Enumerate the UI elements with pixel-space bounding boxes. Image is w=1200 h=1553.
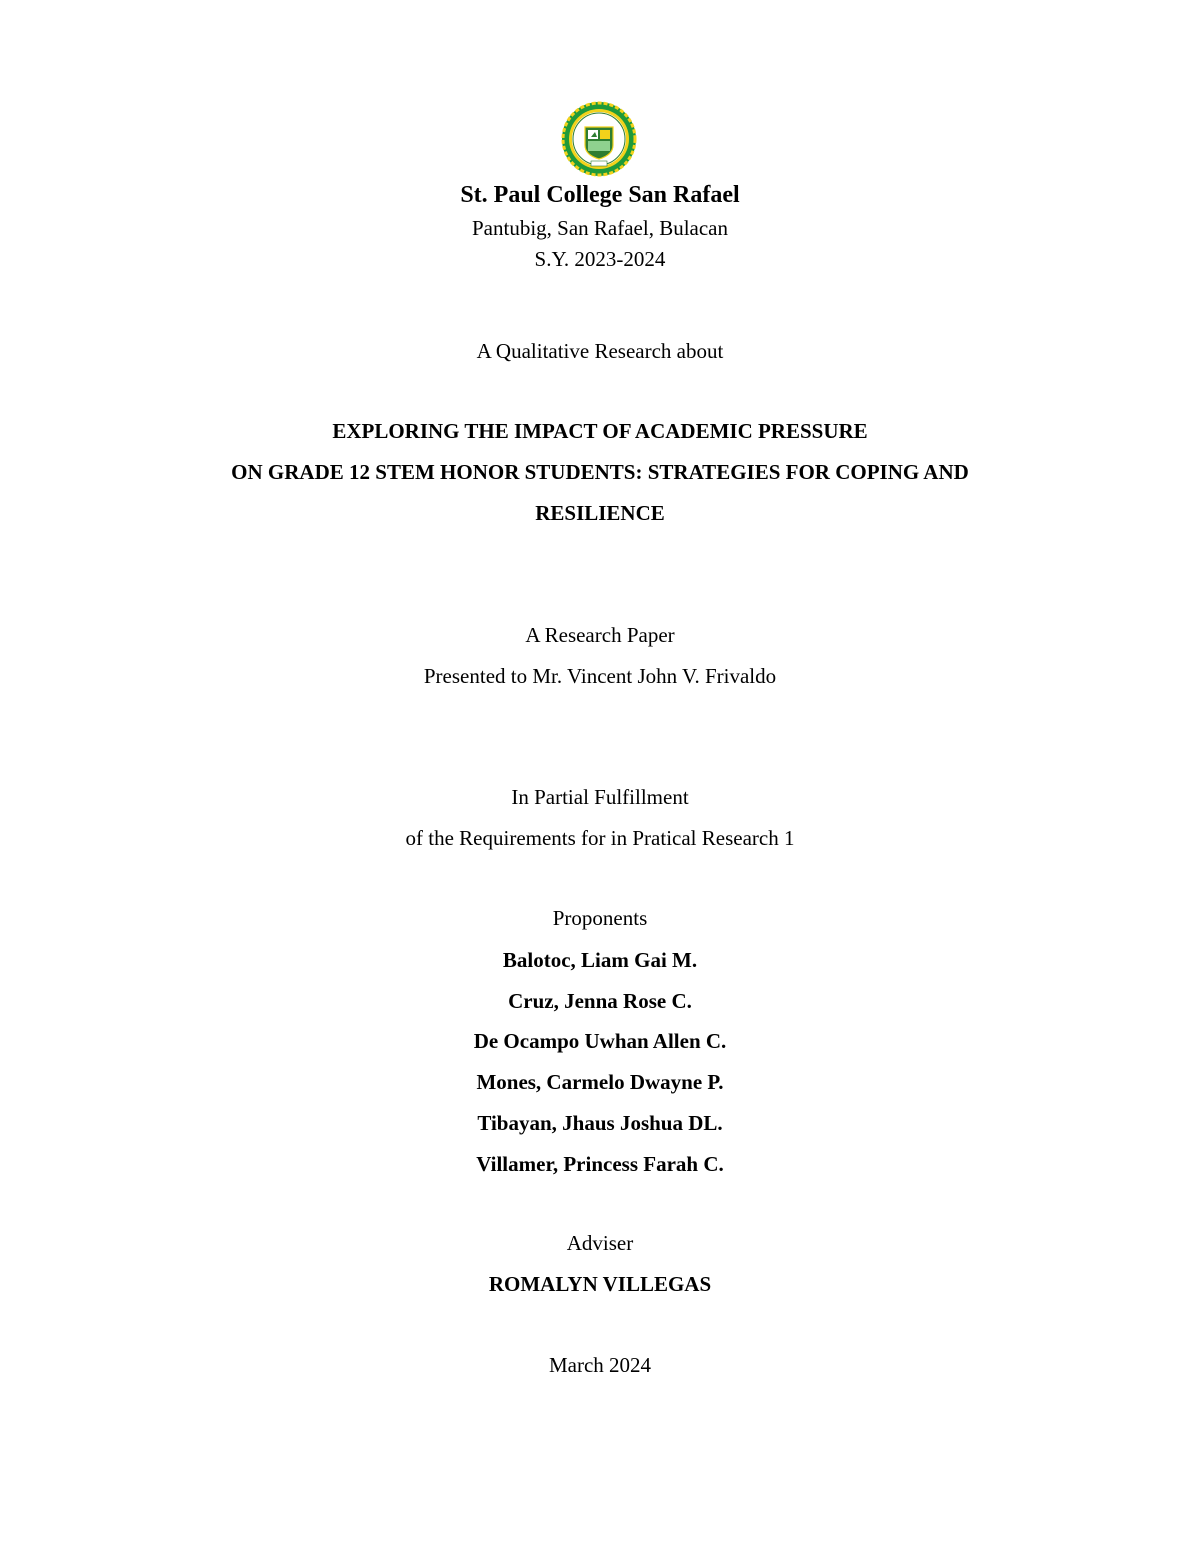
research-title-line-1: EXPLORING THE IMPACT OF ACADEMIC PRESSURE: [332, 419, 868, 443]
submission-date: March 2024: [548, 1353, 652, 1377]
proponent-name: Villamer, Princess Farah C.: [476, 1152, 724, 1176]
proponent-name: Cruz, Jenna Rose C.: [508, 989, 692, 1013]
adviser-heading: Adviser: [566, 1231, 634, 1255]
school-address: Pantubig, San Rafael, Bulacan: [471, 216, 729, 240]
fulfillment-line-1: In Partial Fulfillment: [511, 785, 689, 809]
school-seal-logo: [561, 101, 637, 177]
proponents-heading: Proponents: [552, 906, 648, 930]
proponent-name: Tibayan, Jhaus Joshua DL.: [477, 1111, 723, 1135]
seal-ribbon: [591, 161, 607, 166]
research-title-line-3: RESILIENCE: [535, 501, 665, 525]
proponent-name: De Ocampo Uwhan Allen C.: [473, 1029, 727, 1053]
proponent-name: Balotoc, Liam Gai M.: [502, 948, 698, 972]
proponent-name: Mones, Carmelo Dwayne P.: [476, 1070, 724, 1094]
intro-line: A Qualitative Research about: [476, 339, 724, 363]
adviser-name: ROMALYN VILLEGAS: [488, 1272, 712, 1296]
school-name: St. Paul College San Rafael: [460, 182, 740, 208]
seal-shield: [585, 127, 613, 159]
fulfillment-line-2: of the Requirements for in Pratical Research 1: [405, 826, 795, 850]
paper-type: A Research Paper: [525, 623, 675, 647]
presented-to: Presented to Mr. Vincent John V. Frivaldo: [423, 664, 777, 688]
school-year: S.Y. 2023-2024: [534, 247, 666, 271]
research-title-line-2: ON GRADE 12 STEM HONOR STUDENTS: STRATEGIES FOR COPING AND: [231, 460, 969, 484]
